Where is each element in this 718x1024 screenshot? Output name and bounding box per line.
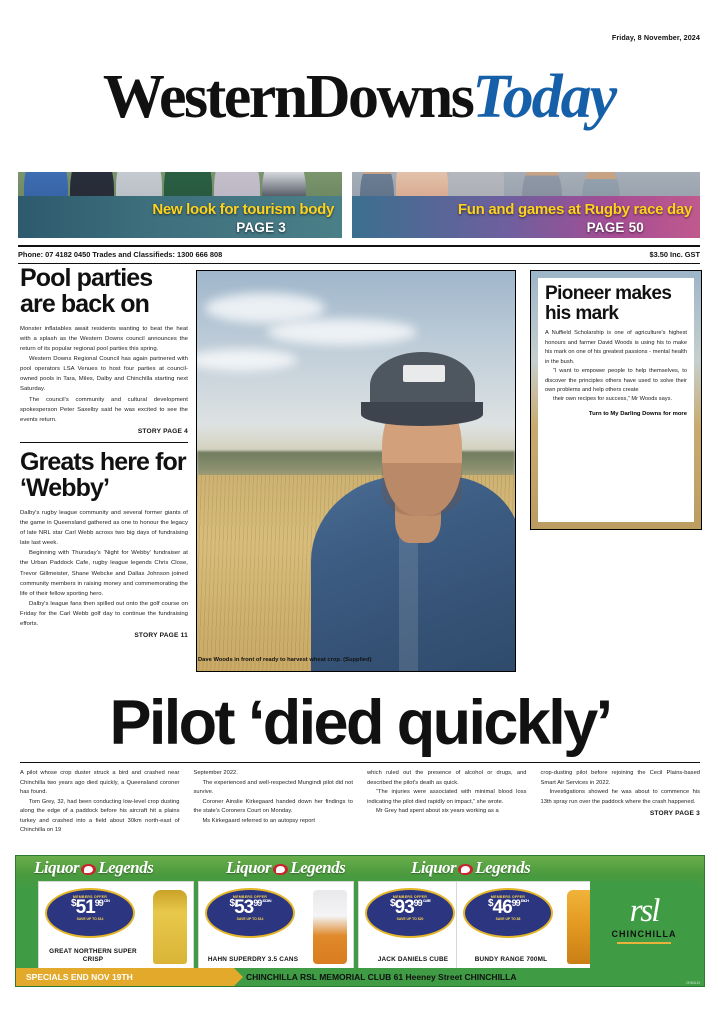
liquor-legends-logo	[226, 858, 345, 878]
club-address-label: CHINCHILLA RSL MEMORIAL CLUB 61 Heeney Street CHINCHILLA	[246, 972, 517, 982]
paragraph: crop-dusting pilot before rejoining the Cecil Plains-based Smart Air Services in 2022.	[540, 770, 700, 786]
webby-story-page-ref: STORY PAGE 11	[134, 632, 188, 640]
product-name: HAHN SUPERDRY 3.5 CANS	[207, 956, 299, 964]
currency-symbol: $	[71, 898, 76, 909]
rsl-underline	[617, 942, 671, 944]
teaser-tourism[interactable]	[18, 172, 342, 238]
masthead	[0, 62, 718, 133]
price-condition: MEMBERS OFFER	[72, 895, 108, 899]
liquor-legends-logo	[411, 858, 530, 878]
cloud-shape	[205, 293, 325, 323]
price-amount	[367, 899, 453, 917]
price-condition: MEMBERS OFFER	[392, 895, 428, 899]
paragraph: Mr Grey had spent about six years working as a	[376, 808, 499, 815]
lead-column-3	[367, 769, 527, 836]
lead-column-2	[194, 769, 354, 836]
price-amount	[47, 899, 133, 917]
paragraph: Beginning with Thursday's ‘Night for Webby’ fundraiser at the Urban Paddock Cafe, rugby league legends Chris Close, Trevor Gillmeister, Shane Webcke and Dallas Johnson joined community members in raising money and commemorating the life of their fellow sporting hero.	[20, 550, 188, 597]
lead-column-4-body	[541, 769, 701, 807]
teaser-headline: New look for tourism body	[152, 201, 334, 218]
advertisement-liquor-legends[interactable]	[15, 855, 705, 987]
price-dollars: 46	[492, 897, 512, 918]
pioneer-body	[545, 329, 687, 405]
price-badge	[205, 888, 295, 938]
main-photo-farmer	[196, 270, 516, 672]
paragraph: The experienced and well-respected Mungindi pilot did not survive.	[193, 779, 353, 796]
price-badge	[365, 888, 455, 938]
paragraph: Dalby's rugby league community and several former giants of the game in Queensland gathered as one to honour the legacy of late NRL star Carl Webb across two big days of fundraising late last week.	[20, 509, 188, 547]
contact-phone-line: Phone: 07 4182 0450 Trades and Classifieds: 1300 666 808	[18, 250, 223, 259]
teaser-headline: Fun and games at Rugby race day	[457, 201, 692, 218]
lead-headline: Pilot ‘died quickly’	[109, 688, 611, 758]
product-name: JACK DANIELS CUBE	[377, 956, 449, 964]
price-cents: 99	[94, 898, 103, 908]
webby-story-body	[20, 508, 188, 630]
price-saving: SAVE UP TO $14	[236, 917, 264, 922]
cap-logo-boss	[403, 365, 445, 382]
brand-word-2: Legends	[475, 858, 531, 877]
pool-story-body	[20, 324, 188, 426]
currency-symbol: $	[487, 898, 493, 909]
paragraph: The council's community and cultural development spokesperson Peter Saxelby said he was excited to see the events return.	[20, 396, 188, 423]
lead-column-1-body	[20, 769, 180, 836]
product-bottle-image	[153, 890, 187, 964]
brand-word-1: Liquor	[411, 858, 457, 877]
price-dollars: 53	[234, 897, 254, 918]
product-name: BUNDY RANGE 700ML	[474, 956, 548, 964]
price-amount	[465, 899, 551, 917]
paragraph: Investigations showed he was about to commence his 13th spray run over the paddock where the crash happened.	[540, 789, 700, 805]
pioneer-inner-panel	[538, 278, 694, 522]
paragraph: Monster inflatables await residents wanting to beat the heat with a splash as the Western Downs council announces the return of its popular regional pool parties this spring.	[20, 325, 188, 352]
price-saving: SAVE UP TO $8	[495, 917, 521, 922]
teaser-race-day[interactable]	[352, 172, 700, 238]
rsl-script-mark: rsl	[629, 893, 659, 929]
ad-reference-code: CRM1119	[686, 981, 700, 985]
price-unit: CTN	[103, 898, 109, 903]
paragraph: Ms Kirkegaard referred to an autopsy report	[202, 817, 315, 824]
brand-word-2: Legends	[290, 858, 346, 877]
ad-footer-bar	[16, 968, 704, 986]
masthead-secondary: Today	[472, 63, 616, 131]
pioneer-turn-to: Turn to My Darling Downs for more	[588, 410, 687, 417]
paragraph: “I want to empower people to help themselves, to discover the principles others have used to solve their own problems and help others create	[545, 368, 687, 393]
paragraph: A pilot whose crop duster struck a bird and crashed near Chinchilla two years ago died quickly, a Queensland coroner has found.	[20, 770, 180, 796]
lead-column-4	[541, 769, 701, 836]
pioneer-story-box	[530, 270, 702, 530]
liquor-legends-logo	[34, 858, 153, 878]
price-dollars: 51	[75, 897, 95, 918]
paragraph: September 2022.	[193, 770, 238, 776]
paragraph: Tom Grey, 32, had been conducting low-level crop dusting along the edge of a paddock before his aircraft hit a plains turkey and crashed into a field about 30km north-east of Chinchilla on 19	[20, 798, 180, 834]
left-column	[20, 266, 188, 639]
rsl-club-name: CHINCHILLA	[611, 929, 677, 939]
price-condition: MEMBERS OFFER	[232, 895, 268, 899]
lead-column-1	[20, 769, 180, 836]
brand-word-1: Liquor	[226, 858, 272, 877]
farmer-face-shadow	[382, 463, 462, 517]
ad-product-card[interactable]	[456, 881, 608, 971]
price-cents: 99	[413, 898, 422, 908]
lead-column-3-body	[367, 769, 527, 817]
column-divider	[20, 442, 188, 443]
paragraph: Western Downs Regional Council has again partnered with pool operators LSA Venues to host four parties at council-owned pools in Tara, Miles, Dalby and Chinchilla starting next Saturday.	[20, 355, 188, 393]
product-can-image	[313, 890, 347, 964]
dateline: Friday, 8 November, 2024	[611, 33, 700, 42]
farmer-cap-peak	[361, 402, 483, 426]
price-badge	[463, 888, 553, 938]
price-condition: MEMBERS OFFER	[490, 895, 526, 899]
photo-caption: Dave Woods in front of ready to harvest wheat crop. (Supplied)	[198, 657, 372, 663]
brand-word-2: Legends	[98, 858, 154, 877]
lead-story-page-ref: STORY PAGE 3	[649, 810, 700, 818]
masthead-primary: WesternDowns	[102, 63, 473, 131]
price-saving: SAVE UP TO $14	[76, 917, 104, 922]
teaser-page-ref: PAGE 50	[586, 220, 644, 235]
contact-bar	[18, 245, 700, 264]
ad-product-card[interactable]	[38, 881, 194, 971]
pool-story-headline: Pool parties are back on	[20, 264, 153, 318]
webby-story-headline: Greats here for ‘Webby’	[20, 448, 186, 502]
photo-farmer-figure	[311, 335, 516, 671]
teaser-page-ref: PAGE 3	[236, 220, 286, 235]
currency-symbol: $	[229, 898, 235, 909]
headline-rule	[20, 762, 700, 763]
lead-column-2-body	[194, 769, 354, 826]
rsl-chinchilla-logo	[590, 881, 698, 969]
price-saving: SAVE UP TO $20	[396, 917, 424, 922]
bowtie-icon	[458, 864, 473, 875]
price-cents: 99	[253, 898, 262, 908]
product-name: GREAT NORTHERN SUPER CRISP	[49, 947, 137, 964]
paragraph: their own recipes for success,” Mr Woods says.	[553, 396, 673, 403]
price-unit: 30 CAN	[262, 898, 271, 903]
bowtie-icon	[81, 864, 96, 875]
ad-product-card[interactable]	[198, 881, 354, 971]
cover-price: $3.50 Inc. GST	[649, 250, 700, 259]
brand-word-1: Liquor	[34, 858, 80, 877]
paragraph: “The injuries were associated with minimal blood loss indicating the pilot died rapidly on impact,” she wrote.	[367, 789, 527, 805]
paragraph: which ruled out the presence of alcohol or drugs, and described the pilot's death as quick.	[367, 770, 527, 786]
bowtie-icon	[273, 864, 288, 875]
price-badge	[45, 888, 135, 938]
paragraph: Dalby's league fans then spilled out onto the golf course on Friday for the Carl Webb golf day to continue the fundraising efforts.	[20, 600, 188, 628]
price-cents: 99	[511, 898, 520, 908]
paragraph: Coroner Ainslie Kirkegaard handed down her findings to the state's Coroners Court on Monday.	[193, 798, 353, 815]
pool-story-page-ref: STORY PAGE 4	[137, 428, 188, 436]
pioneer-headline: Pioneer makes his mark	[545, 283, 672, 325]
price-unit: CUBE	[422, 898, 431, 903]
paragraph: A Nuffield Scholarship is one of agriculture's highest honours and farmer David Woods is using his to make his mark on one of his greatest passions - mental health in the bush.	[545, 330, 687, 365]
currency-symbol: $	[389, 898, 395, 909]
specials-end-label: SPECIALS END NOV 19TH	[26, 972, 133, 982]
price-amount	[207, 899, 293, 917]
price-unit: EACH	[520, 898, 529, 903]
lead-story-columns	[20, 769, 700, 836]
price-dollars: 93	[394, 897, 414, 918]
